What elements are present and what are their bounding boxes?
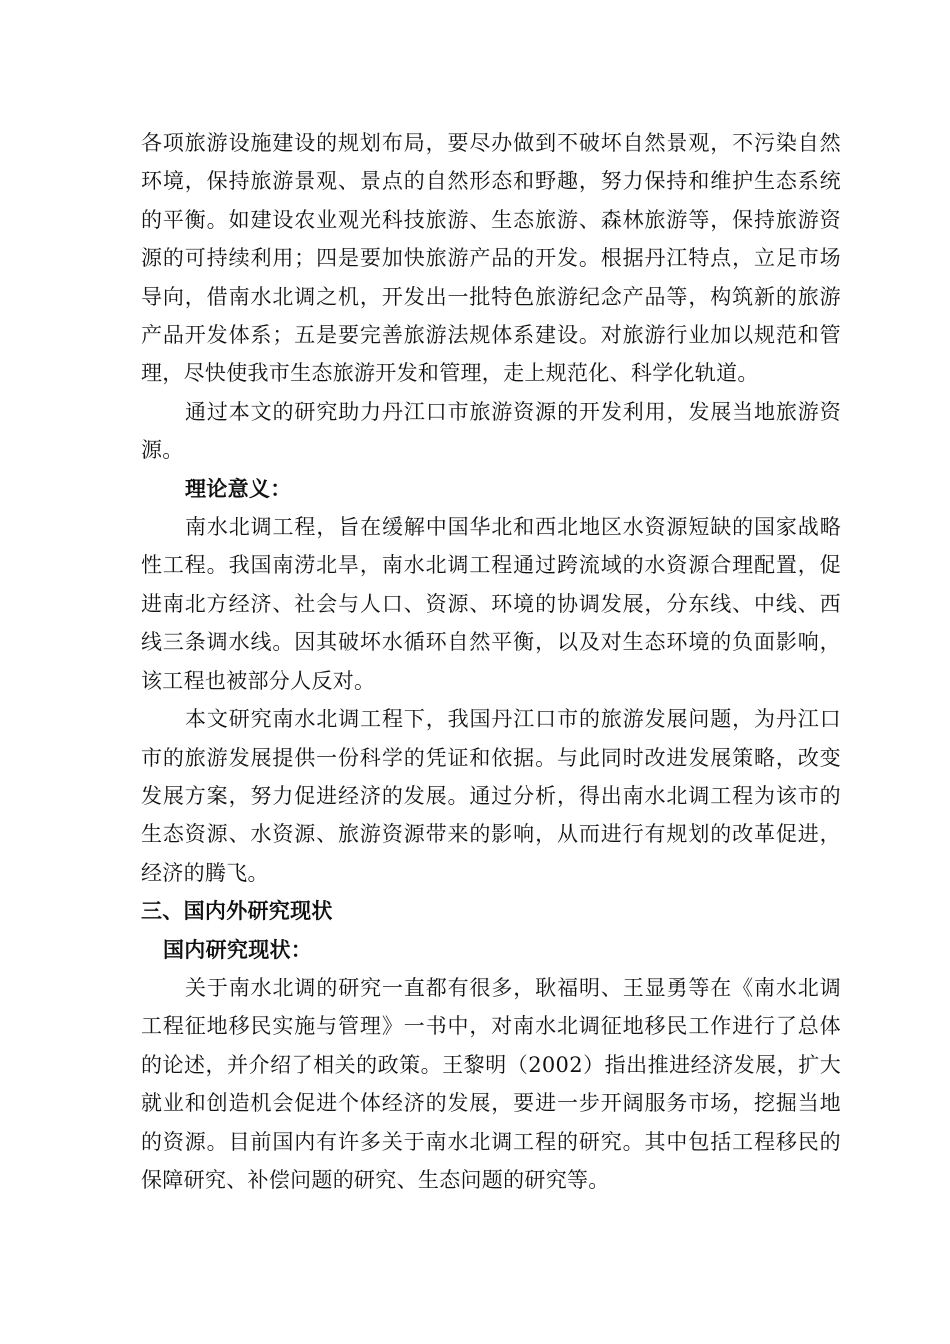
heading-theoretical-significance: 理论意义： xyxy=(185,475,292,501)
paragraph-research-purpose: 通过本文的研究助力丹江口市旅游资源的开发利用，发展当地旅游资源。 xyxy=(141,399,841,463)
document-body xyxy=(141,124,841,1199)
paragraph-domestic-research: 关于南水北调的研究一直都有很多，耿福明、王显勇等在《南水北调工程征地移民实施与管理》一书中，对南水北调征地移民工作进行了总体的论述，并介绍了相关的政策。王黎明（2002）指出推进经济发展，扩大就业和创造机会促进个体经济的发展，要进一步开阔服务市场，挖掘当地的资源。目前国内有许多关于南水北调工程的研究。其中包括工程移民的保障研究、补偿问题的研究、生态问题的研究等。 xyxy=(141,975,841,1192)
paragraph-south-north-water-project: 南水北调工程，旨在缓解中国华北和西北地区水资源短缺的国家战略性工程。我国南涝北旱，南水北调工程通过跨流域的水资源合理配置，促进南北方经济、社会与人口、资源、环境的协调发展，分东线、中线、西线三条调水线。因其破坏水循环自然平衡，以及对生态环境的负面影响，该工程也被部分人反对。 xyxy=(141,515,841,693)
paragraph-tourism-measures: 各项旅游设施建设的规划布局，要尽办做到不破坏自然景观，不污染自然环境，保持旅游景观、景点的自然形态和野趣，努力保持和维护生态系统的平衡。如建设农业观光科技旅游、生态旅游、森林旅游等，保持旅游资源的可持续利用；四是要加快旅游产品的开发。根据丹江特点，立足市场导向，借南水北调之机，开发出一批特色旅游纪念产品等，构筑新的旅游产品开发体系；五是要完善旅游法规体系建设。对旅游行业加以规范和管理，尽快使我市生态旅游开发和管理，走上规范化、科学化轨道。 xyxy=(141,131,841,386)
paragraph-research-value: 本文研究南水北调工程下，我国丹江口市的旅游发展问题，为丹江口市的旅游发展提供一份科学的凭证和依据。与此同时改进发展策略，改变发展方案，努力促进经济的发展。通过分析，得出南水北调工程为该市的生态资源、水资源、旅游资源带来的影响，从而进行有规划的改革促进，经济的腾飞。 xyxy=(141,707,841,885)
heading-research-status: 三、国内外研究现状 xyxy=(141,898,333,924)
heading-domestic-research: 国内研究现状： xyxy=(163,936,313,962)
